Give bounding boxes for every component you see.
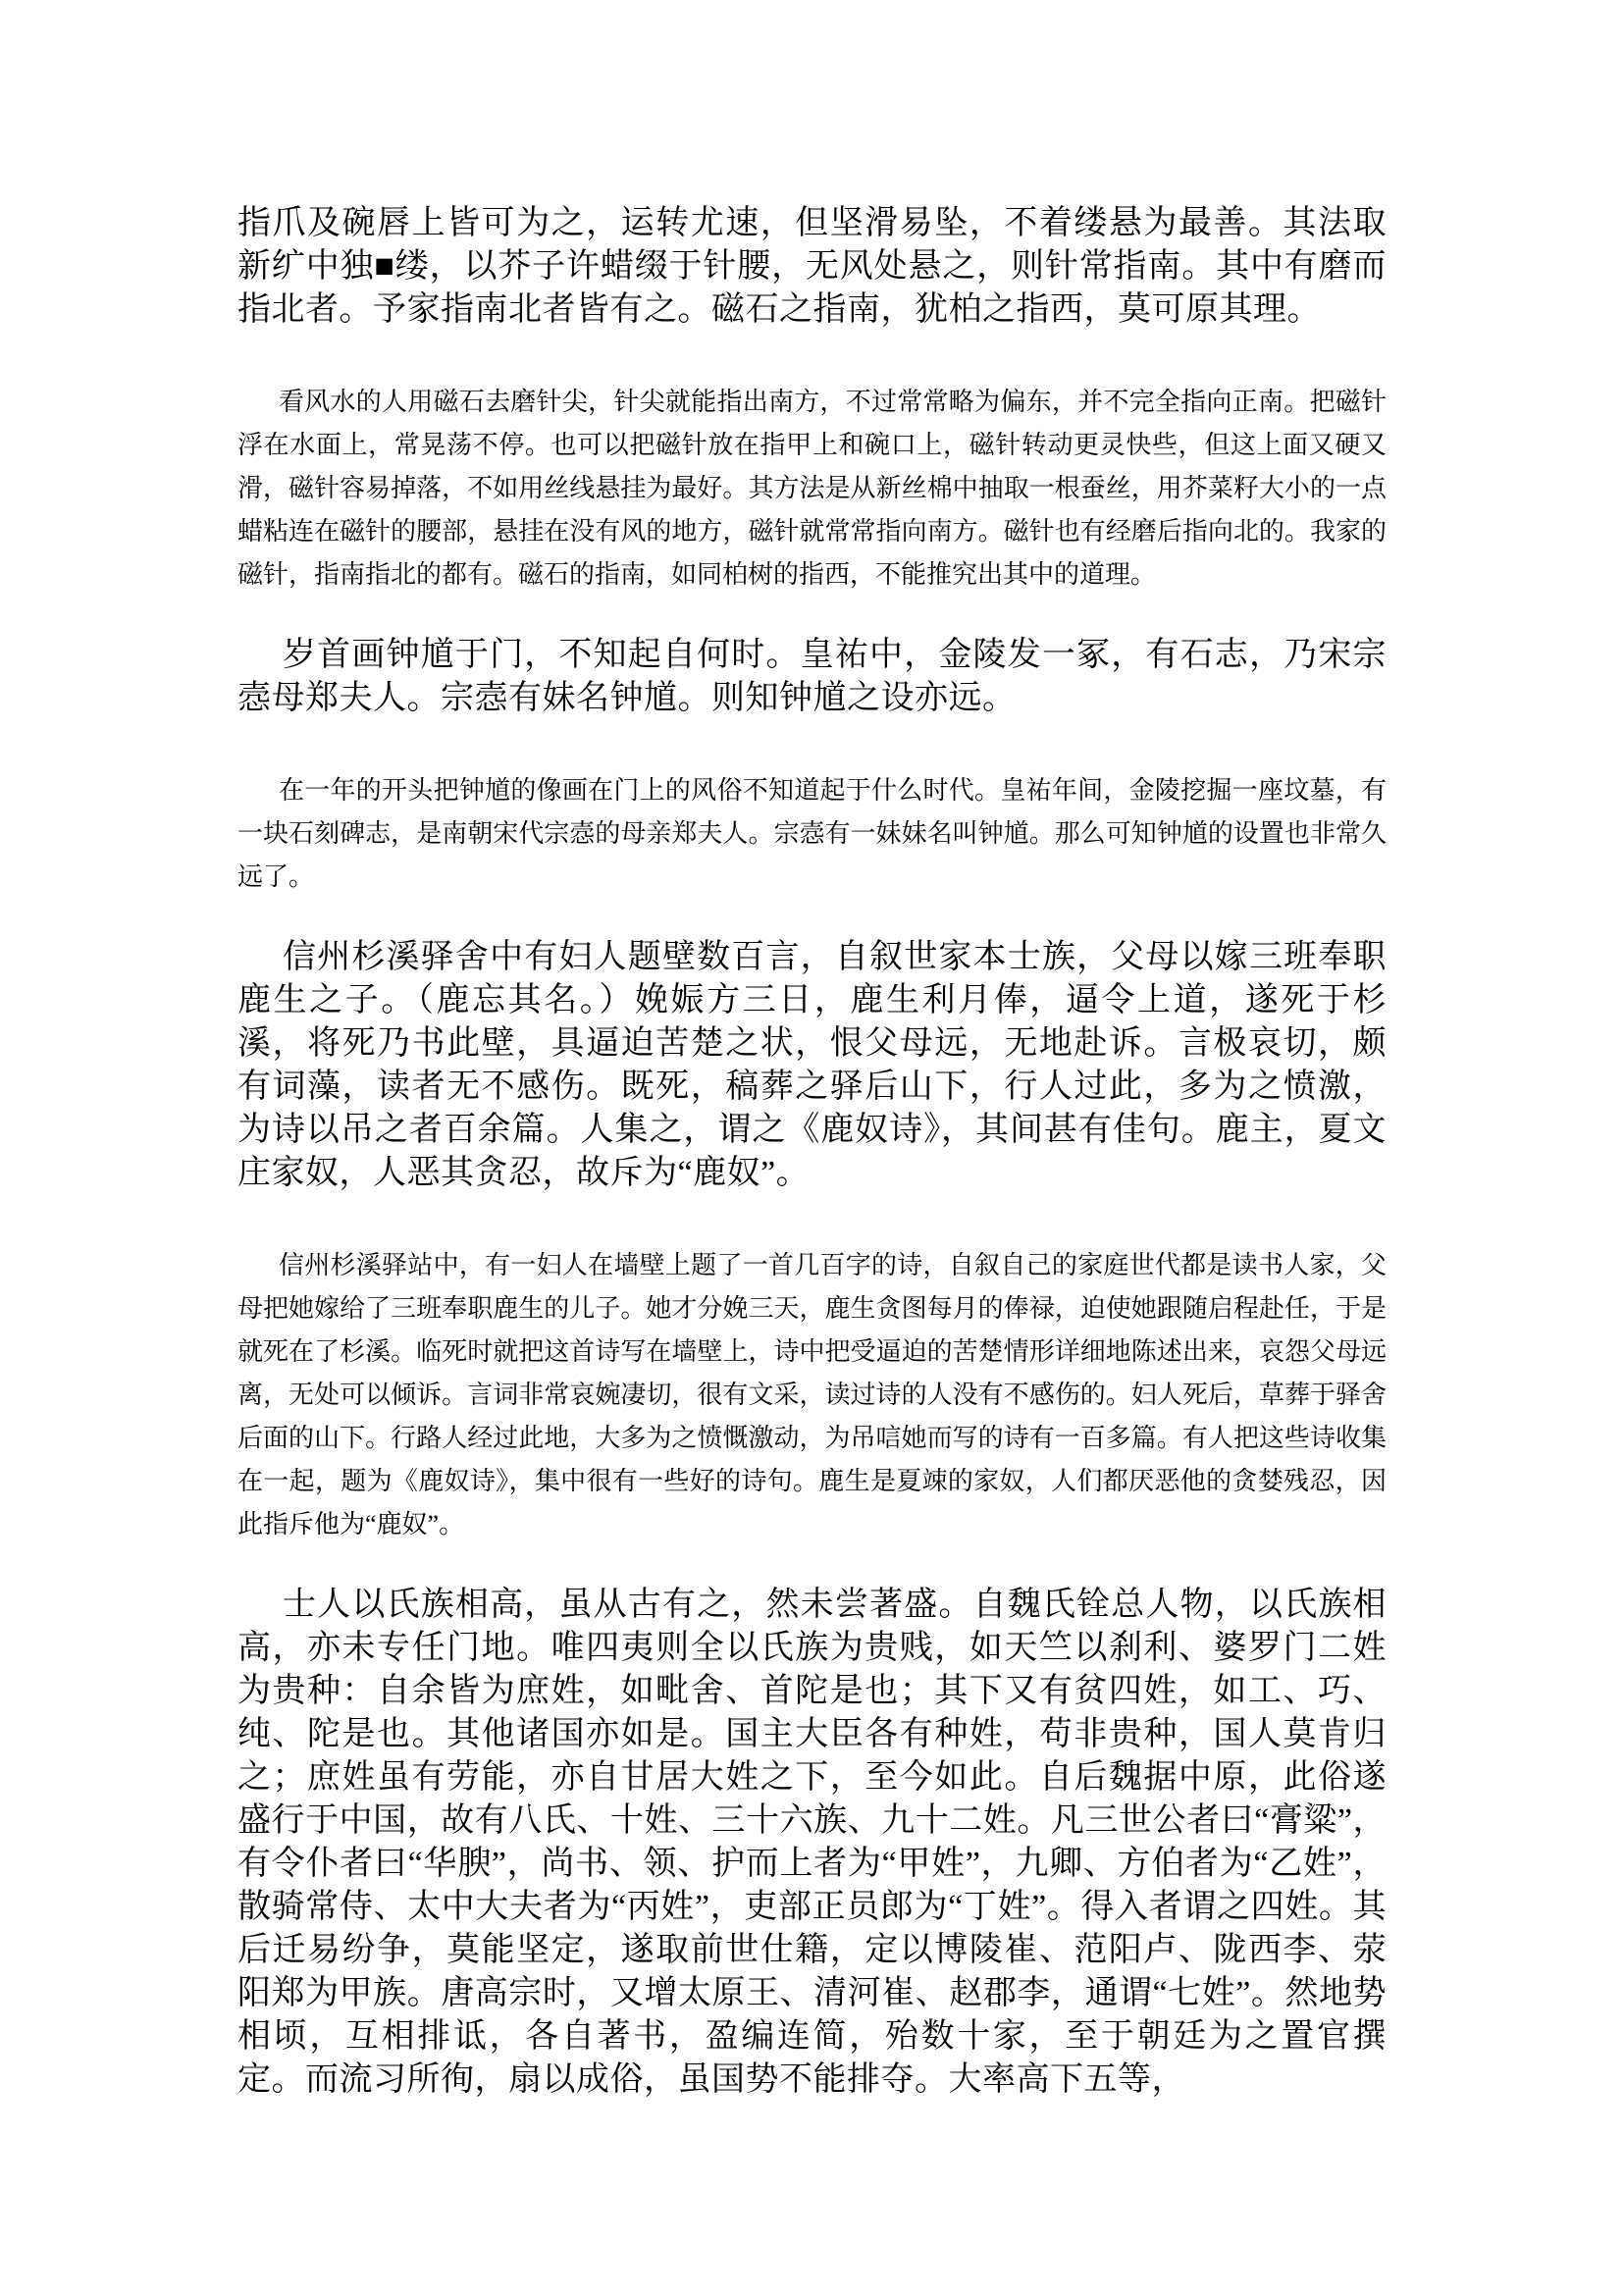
classical-paragraph: 信州杉溪驿舍中有妇人题壁数百言，自叙世家本士族，父母以嫁三班奉职鹿生之子。（鹿忘其名。）娩娠方三日，鹿生利月俸，逼令上道，遂死于杉溪，将死乃书此壁，具逼迫苦楚之状，恨父母远，无地赴诉。言极哀切，颇有词藻，读者无不感伤。既死，稿葬之驿后山下，行人过此，多为之愤激，为诗以吊之者百余篇。人集之，谓之《鹿奴诗》，其间甚有佳句。鹿主，夏文庄家奴，人恶其贪忍，故斥为“鹿奴”。: [237, 939, 1387, 1191]
document-content: [237, 202, 1387, 2102]
translation-paragraph: 信州杉溪驿站中，有一妇人在墙壁上题了一首几百字的诗，自叙自己的家庭世代都是读书人家，父母把她嫁给了三班奉职鹿生的儿子。她才分娩三天，鹿生贪图每月的俸禄，迫使她跟随启程赴任，于是就死在了杉溪。临死时就把这首诗写在墙壁上，诗中把受逼迫的苦楚情形详细地陈述出来，哀怨父母远离，无处可以倾诉。言词非常哀婉凄切，很有文采，读过诗的人没有不感伤的。妇人死后，草葬于驿舍后面的山下。行路人经过此地，大多为之愤慨激动，为吊唁她而写的诗有一百多篇。有人把这些诗收集在一起，题为《鹿奴诗》，集中很有一些好的诗句。鹿生是夏竦的家奴，人们都厌恶他的贪婪残忍，因此指斥他为“鹿奴”。: [237, 1251, 1387, 1538]
classical-paragraph: 指爪及碗唇上皆可为之，运转尤速，但坚滑易坠，不着缕悬为最善。其法取新纩中独■缕，以芥子许蜡缀于针腰，无风处悬之，则针常指南。其中有磨而指北者。予家指南北者皆有之。磁石之指南，犹柏之指西，莫可原其理。: [237, 205, 1387, 328]
translation-paragraph: 看风水的人用磁石去磨针尖，针尖就能指出南方，不过常常略为偏东，并不完全指向正南。把磁针浮在水面上，常晃荡不停。也可以把磁针放在指甲上和碗口上，磁针转动更灵快些，但这上面又硬又滑，磁针容易掉落，不如用丝线悬挂为最好。其方法是从新丝棉中抽取一根蚕丝，用芥菜籽大小的一点蜡粘连在磁针的腰部，悬挂在没有风的地方，磁针就常常指向南方。磁针也有经磨后指向北的。我家的磁针，指南指北的都有。磁石的指南，如同柏树的指西，不能推究出其中的道理。: [237, 388, 1387, 589]
classical-paragraph: 士人以氏族相高，虽从古有之，然未尝著盛。自魏氏铨总人物，以氏族相高，亦未专任门地。唯四夷则全以氏族为贵贱，如天竺以刹利、婆罗门二姓为贵种：自余皆为庶姓，如毗舍、首陀是也；其下又有贫四姓，如工、巧、纯、陀是也。其他诸国亦如是。国主大臣各有种姓，苟非贵种，国人莫肯归之；庶姓虽有劳能，亦自甘居大姓之下，至今如此。自后魏据中原，此俗遂盛行于中国，故有八氏、十姓、三十六族、九十二姓。凡三世公者曰“膏粱”，有令仆者曰“华腴”，尚书、领、护而上者为“甲姓”，九卿、方伯者为“乙姓”，散骑常侍、太中大夫者为“丙姓”，吏部正员郎为“丁姓”。得入者谓之四姓。其后迁易纷争，莫能坚定，遂取前世仕籍，定以博陵崔、范阳卢、陇西李、荥阳郑为甲族。唐高宗时，又增太原王、清河崔、赵郡李，通谓“七姓”。然地势相顷，互相排诋，各自著书，盈编连简，殆数十家，至于朝廷为之置官撰定。而流习所徇，扇以成俗，虽国势不能排夺。大率高下五等，: [237, 1587, 1387, 2098]
classical-paragraph: 岁首画钟馗于门，不知起自何时。皇祐中，金陵发一冢，有石志，乃宋宗悫母郑夫人。宗悫有妹名钟馗。则知钟馗之设亦远。: [237, 637, 1387, 716]
translation-paragraph: 在一年的开头把钟馗的像画在门上的风俗不知道起于什么时代。皇祐年间，金陵挖掘一座坟墓，有一块石刻碑志，是南朝宋代宗悫的母亲郑夫人。宗悫有一妹妹名叫钟馗。那么可知钟馗的设置也非常久远了。: [237, 776, 1387, 891]
